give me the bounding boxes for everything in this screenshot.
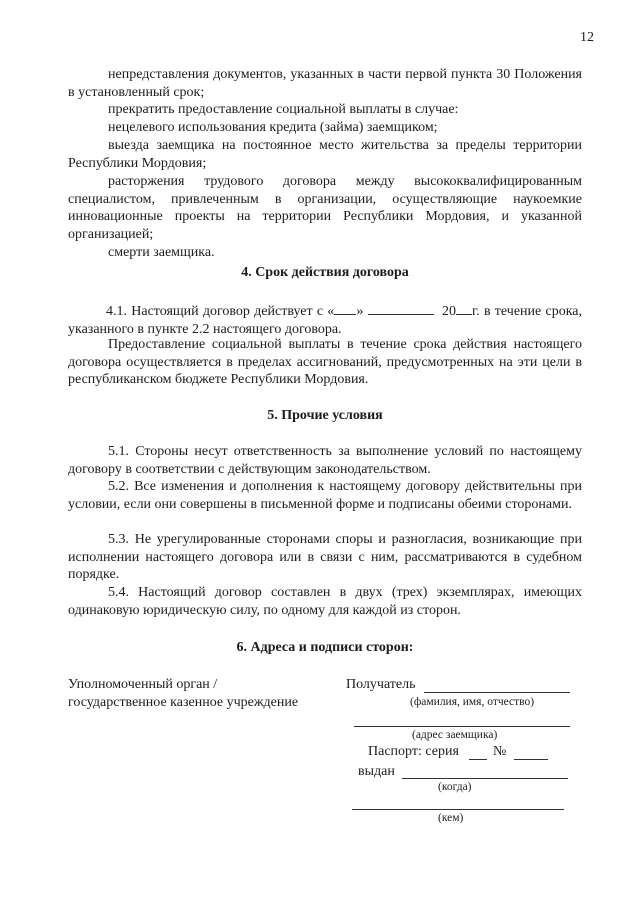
section-5-clause-2: 5.2. Все изменения и дополнения к настоящему договору действительны при условии, если они совершены в письменной форме и подписаны обеими сторонами. — [68, 479, 582, 512]
issued-by-line — [352, 809, 564, 810]
year-blank — [456, 300, 472, 315]
recipient-signature-line — [424, 692, 570, 693]
section-5-clause-4: 5.4. Настоящий договор составлен в двух (трех) экземплярах, имеющих одинаковую юридическую силу, по одному для каждой из сторон. — [68, 585, 582, 618]
month-blank — [368, 300, 434, 315]
section-5-heading: 5. Прочие условия — [267, 408, 383, 423]
caption-when: (когда) — [438, 781, 472, 793]
clause-4-1-year: 20 — [442, 304, 457, 319]
caption-who: (кем) — [438, 812, 464, 824]
section-5-clause-3: 5.3. Не урегулированные сторонами споры и разногласия, возникающие при исполнении настоящего договора или в связи с ним, рассматриваются в судебном порядке. — [68, 532, 582, 583]
day-blank — [334, 300, 356, 315]
recipient-label: Получатель — [346, 677, 416, 692]
issued-label: выдан — [358, 764, 395, 779]
list-item-documents: непредставления документов, указанных в части первой пункта 30 Положения в установленный срок; — [68, 67, 582, 100]
section-4-heading: 4. Срок действия договора — [241, 265, 409, 280]
page-number: 12 — [580, 30, 594, 45]
passport-number-blank — [514, 759, 548, 760]
section-5-clause-1: 5.1. Стороны несут ответственность за выполнение условий по настоящему договору в соответствии с действующим законодательством. — [68, 444, 582, 477]
caption-address: (адрес заемщика) — [412, 729, 498, 741]
caption-fio: (фамилия, имя, отчество) — [410, 696, 535, 708]
clause-4-1-end: г. в течение срока, указанного в пункте 2.2 настоящего договора. — [68, 304, 582, 337]
list-item-misuse: нецелевого использования кредита (займа) заемщиком; — [108, 120, 438, 135]
clause-4-1-quote: » — [356, 304, 364, 319]
passport-series-label: Паспорт: серия — [368, 744, 459, 759]
list-item-terminate: прекратить предоставление социальной выплаты в случае: — [108, 102, 459, 117]
list-item-departure: выезда заемщика на постоянное место жительства за пределы территории Республики Мордовия; — [68, 138, 582, 171]
issued-when-line — [402, 778, 568, 779]
section-6-heading: 6. Адреса и подписи сторон: — [236, 640, 414, 655]
passport-series-blank — [469, 759, 487, 760]
clause-4-1-start: 4.1. Настоящий договор действует с « — [106, 304, 335, 319]
list-item-contract-termination: расторжения трудового договора между высококвалифицированным специалистом, привлеченным в организации, осуществляющие наукоемкие инновационные проекты на территории Республики Мордовия, и указанной организацией; — [68, 174, 582, 242]
passport-number-label: № — [493, 744, 507, 759]
section-4-clause-2: Предоставление социальной выплаты в течение срока действия настоящего договора осуществляется в пределах ассигнований, предусмотренных на эти цели в республиканском бюджете Республики Мордовия. — [68, 337, 582, 388]
address-line — [354, 726, 570, 727]
section-4-clause-1 — [68, 300, 582, 338]
authority-label: Уполномоченный орган / — [68, 677, 218, 692]
list-item-death: смерти заемщика. — [108, 245, 215, 260]
institution-label: государственное казенное учреждение — [68, 695, 299, 710]
